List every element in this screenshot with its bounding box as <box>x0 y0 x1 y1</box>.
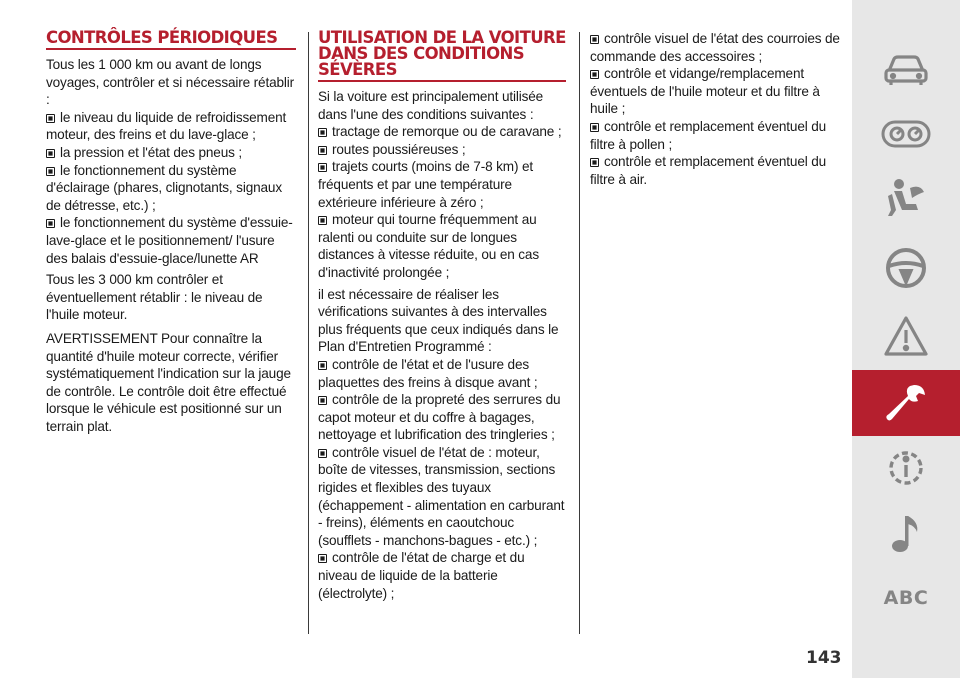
list-item: routes poussiéreuses ; <box>318 141 566 159</box>
list-item: contrôle de l'état de charge et du niveau de liquide de la batterie (électrolyte) ; <box>318 550 525 601</box>
nav-dashboard[interactable] <box>852 102 960 166</box>
checkbox-bullet-icon <box>318 128 327 137</box>
music-note-icon <box>889 512 923 556</box>
wrench-icon <box>884 381 928 425</box>
nav-index[interactable] <box>852 566 960 630</box>
seat-airbag-icon <box>884 176 928 220</box>
gear-info-icon <box>884 446 928 490</box>
list-item: contrôle et remplacement éventuel du filtre à air. <box>590 154 827 187</box>
list-item: tractage de remorque ou de caravane ; <box>318 123 566 141</box>
checkbox-bullet-icon <box>590 35 599 44</box>
checkbox-bullet-icon <box>590 70 599 79</box>
nav-servicing-maintenance[interactable] <box>852 370 960 436</box>
section-heading: UTILISATION DE LA VOITURE DANS DES CONDITIONS SÉVÈRES <box>318 30 566 82</box>
nav-starting-driving[interactable] <box>852 236 960 300</box>
list-item: la pression et l'état des pneus ; <box>46 144 296 162</box>
nav-car[interactable] <box>852 38 960 102</box>
steering-wheel-icon <box>884 246 928 290</box>
chapter-sidebar <box>852 0 960 678</box>
checkbox-bullet-icon <box>590 123 599 132</box>
paragraph: Si la voiture est principalement utilisée dans l'une des conditions suivantes : <box>318 89 544 122</box>
page-number: 143 <box>806 648 842 668</box>
checkbox-bullet-icon <box>318 554 327 563</box>
checkbox-bullet-icon <box>318 361 327 370</box>
column-divider <box>308 32 309 634</box>
checkbox-bullet-icon <box>46 219 55 228</box>
checkbox-bullet-icon <box>318 146 327 155</box>
list-item: contrôle et vidange/remplacement éventuels de l'huile moteur et du filtre à huile ; <box>590 66 820 117</box>
list-item: le niveau du liquide de refroidissement moteur, des freins et du lave-glace ; <box>46 109 287 143</box>
list-item: contrôle visuel de l'état des courroies de commande des accessoires ; <box>590 31 840 64</box>
list-item: le fonctionnement du système d'éclairage (phares, clignotants, signaux de détresse, etc.) ; <box>46 162 282 213</box>
checkbox-bullet-icon <box>318 163 327 172</box>
car-icon <box>883 53 929 87</box>
nav-safety[interactable] <box>852 166 960 230</box>
checkbox-bullet-icon <box>46 167 55 176</box>
column-severe-conditions <box>318 30 566 602</box>
warning-paragraph: AVERTISSEMENT Pour connaître la quantité d'huile moteur correcte, vérifier systématiquement l'indication sur la jauge de contrôle. Le contrôle doit être effectué lorsque le véhicule est positionné sur un terrain plat. <box>46 330 291 434</box>
list-item: moteur qui tourne fréquemment au ralenti ou conduite sur de longues distances à vitesse réduite, ou en cas d'inactivité prolongée ; <box>318 212 539 280</box>
list-item: contrôle de l'état et de l'usure des plaquettes des freins à disque avant ; <box>318 356 538 390</box>
list-item: contrôle visuel de l'état de : moteur, boîte de vitesses, transmission, sections rigides et flexibles des tuyaux (échappement - alimentation en carburant - freins), éléments en caoutchouc (soufflets - manchons-bagues - etc.) ; <box>318 444 565 548</box>
paragraph: Tous les 3 000 km contrôler et éventuellement rétablir : le niveau de l'huile moteur. <box>46 272 263 323</box>
paragraph: Tous les 1 000 km ou avant de longs voyages, contrôler et si nécessaire rétablir : <box>46 57 295 108</box>
list-item: trajets courts (moins de 7-8 km) et fréquents et par une température extérieure inférieure à zéro ; <box>318 159 533 210</box>
column-continued <box>590 30 842 188</box>
checkbox-bullet-icon <box>590 158 599 167</box>
checkbox-bullet-icon <box>46 114 55 123</box>
warning-triangle-icon <box>883 315 929 357</box>
paragraph: il est nécessaire de réaliser les vérifications suivantes à des intervalles plus fréquents que ceux indiqués dans le Plan d'Entretien Programmé : <box>318 286 559 355</box>
list-item: contrôle et remplacement éventuel du filtre à pollen ; <box>590 118 827 152</box>
checkbox-bullet-icon <box>318 449 327 458</box>
index-label: ABC <box>883 587 929 609</box>
checkbox-bullet-icon <box>318 216 327 225</box>
column-periodic-checks <box>46 30 296 441</box>
section-heading: CONTRÔLES PÉRIODIQUES <box>46 30 296 50</box>
column-divider <box>579 32 580 634</box>
list-item: le fonctionnement du système d'essuie-lave-glace et le positionnement/ l'usure des balais d'essuie-glace/lunette AR <box>46 215 293 266</box>
list-item: contrôle de la propreté des serrures du capot moteur et du coffre à bagages, nettoyage et lubrification des tringleries ; <box>318 392 561 443</box>
dashboard-gauges-icon <box>881 120 931 148</box>
checkbox-bullet-icon <box>46 149 55 158</box>
nav-emergency[interactable] <box>852 304 960 368</box>
checkbox-bullet-icon <box>318 396 327 405</box>
nav-technical-specs[interactable] <box>852 436 960 500</box>
nav-multimedia[interactable] <box>852 502 960 566</box>
